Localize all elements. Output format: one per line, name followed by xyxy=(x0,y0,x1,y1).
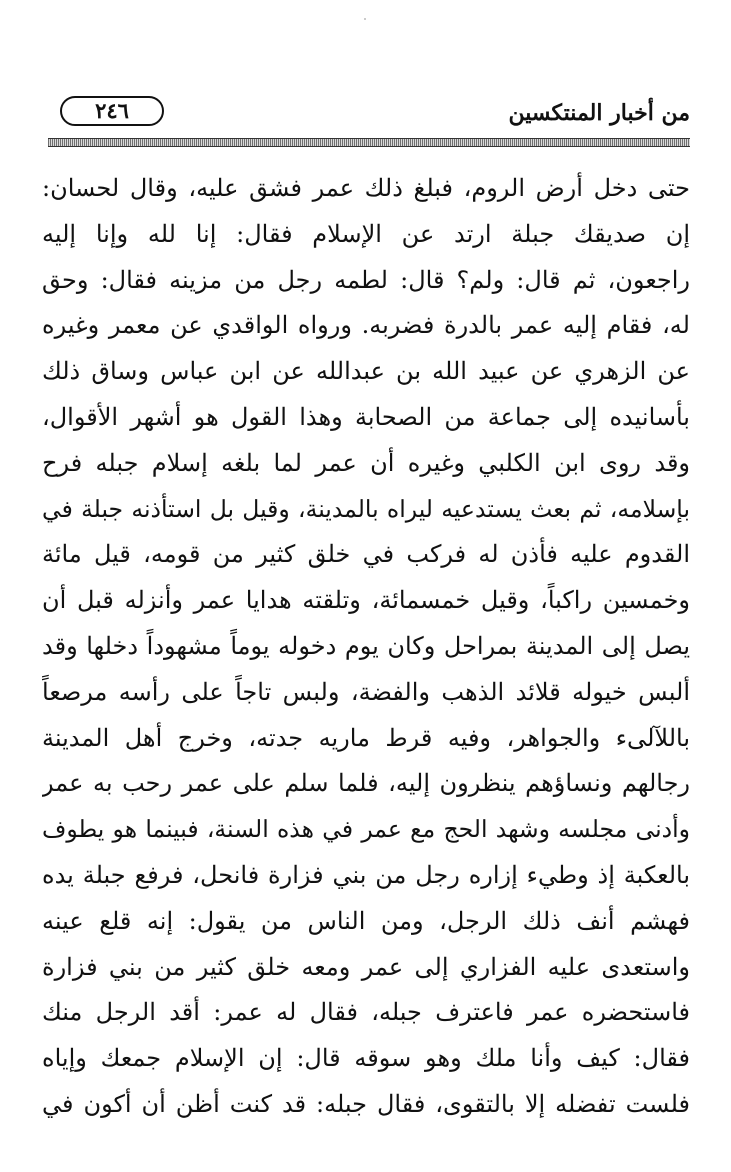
text-line: حتى دخل أرض الروم، فبلغ ذلك عمر فشق عليه، وقال لحسان: xyxy=(42,174,690,202)
text-line: عن الزهري عن عبيد الله بن عبدالله عن ابن عباس وساق ذلك xyxy=(42,357,690,386)
text-line: إن صديقك جبلة ارتد عن الإسلام فقال: إنا لله وإنا إليه xyxy=(42,219,690,248)
text-line: باللآلىء والجواهر، وفيه قرط ماريه جدته، وخرج أهل المدينة xyxy=(42,723,690,752)
text-line: له، فقام إليه عمر بالدرة فضربه. ورواه الواقدي عن معمر وغيره xyxy=(42,311,690,340)
text-line: القدوم عليه فأذن له فركب في خلق كثير من قومه، قيل مائة xyxy=(42,540,690,569)
text-line: فقال: كيف وأنا ملك وهو سوقه قال: إن الإسلام جمعك وإياه xyxy=(42,1044,690,1073)
body-text xyxy=(42,166,690,1128)
text-line: وأدنى مجلسه وشهد الحج مع عمر في هذه السنة، فبينما هو يطوف xyxy=(42,815,690,844)
scan-speck xyxy=(364,18,366,20)
text-line: بالعكبة إذ وطيء إزاره رجل من بني فزارة فانحل، فرفع جبلة يده xyxy=(42,860,690,889)
text-line: فهشم أنف ذلك الرجل، ومن الناس من يقول: إنه قلع عينه xyxy=(42,906,690,935)
text-line: رجالهم ونساؤهم ينظرون إليه، فلما سلم على عمر رحب به عمر xyxy=(42,769,690,798)
text-line: بإسلامه، ثم بعث يستدعيه ليراه بالمدينة، وقيل بل استأذنه جبلة في xyxy=(42,494,690,523)
page-number: ٢٤٦ xyxy=(95,98,129,123)
page-header xyxy=(48,94,690,136)
header-rule xyxy=(48,138,690,147)
text-line: وقد روى ابن الكلبي وغيره أن عمر لما بلغه إسلام جبله فرح xyxy=(42,448,690,477)
text-line: واستعدى عليه الفزاري إلى عمر ومعه خلق كثير من بني فزارة xyxy=(42,952,690,981)
text-line: فلست تفضله إلا بالتقوى، فقال جبله: قد كنت أظن أن أكون في xyxy=(42,1089,690,1118)
text-line: فاستحضره عمر فاعترف جبله، فقال له عمر: أقد الرجل منك xyxy=(42,998,690,1027)
running-title: من أخبار المنتكسين xyxy=(508,100,690,126)
text-line: بأسانيده إلى جماعة من الصحابة وهذا القول هو أشهر الأقوال، xyxy=(42,402,690,431)
text-line: راجعون، ثم قال: ولم؟ قال: لطمه رجل من مزينه فقال: وحق xyxy=(42,265,690,294)
text-line: يصل إلى المدينة بمراحل وكان يوم دخوله يوماً مشهوداً دخلها وقد xyxy=(42,631,690,660)
page-number-frame xyxy=(60,96,164,126)
text-line: وخمسين راكباً، وقيل خمسمائة، وتلقته هدايا عمر وأنزله قبل أن xyxy=(42,586,690,615)
text-line: ألبس خيوله قلائد الذهب والفضة، ولبس تاجاً على رأسه مرصعاً xyxy=(42,677,690,706)
